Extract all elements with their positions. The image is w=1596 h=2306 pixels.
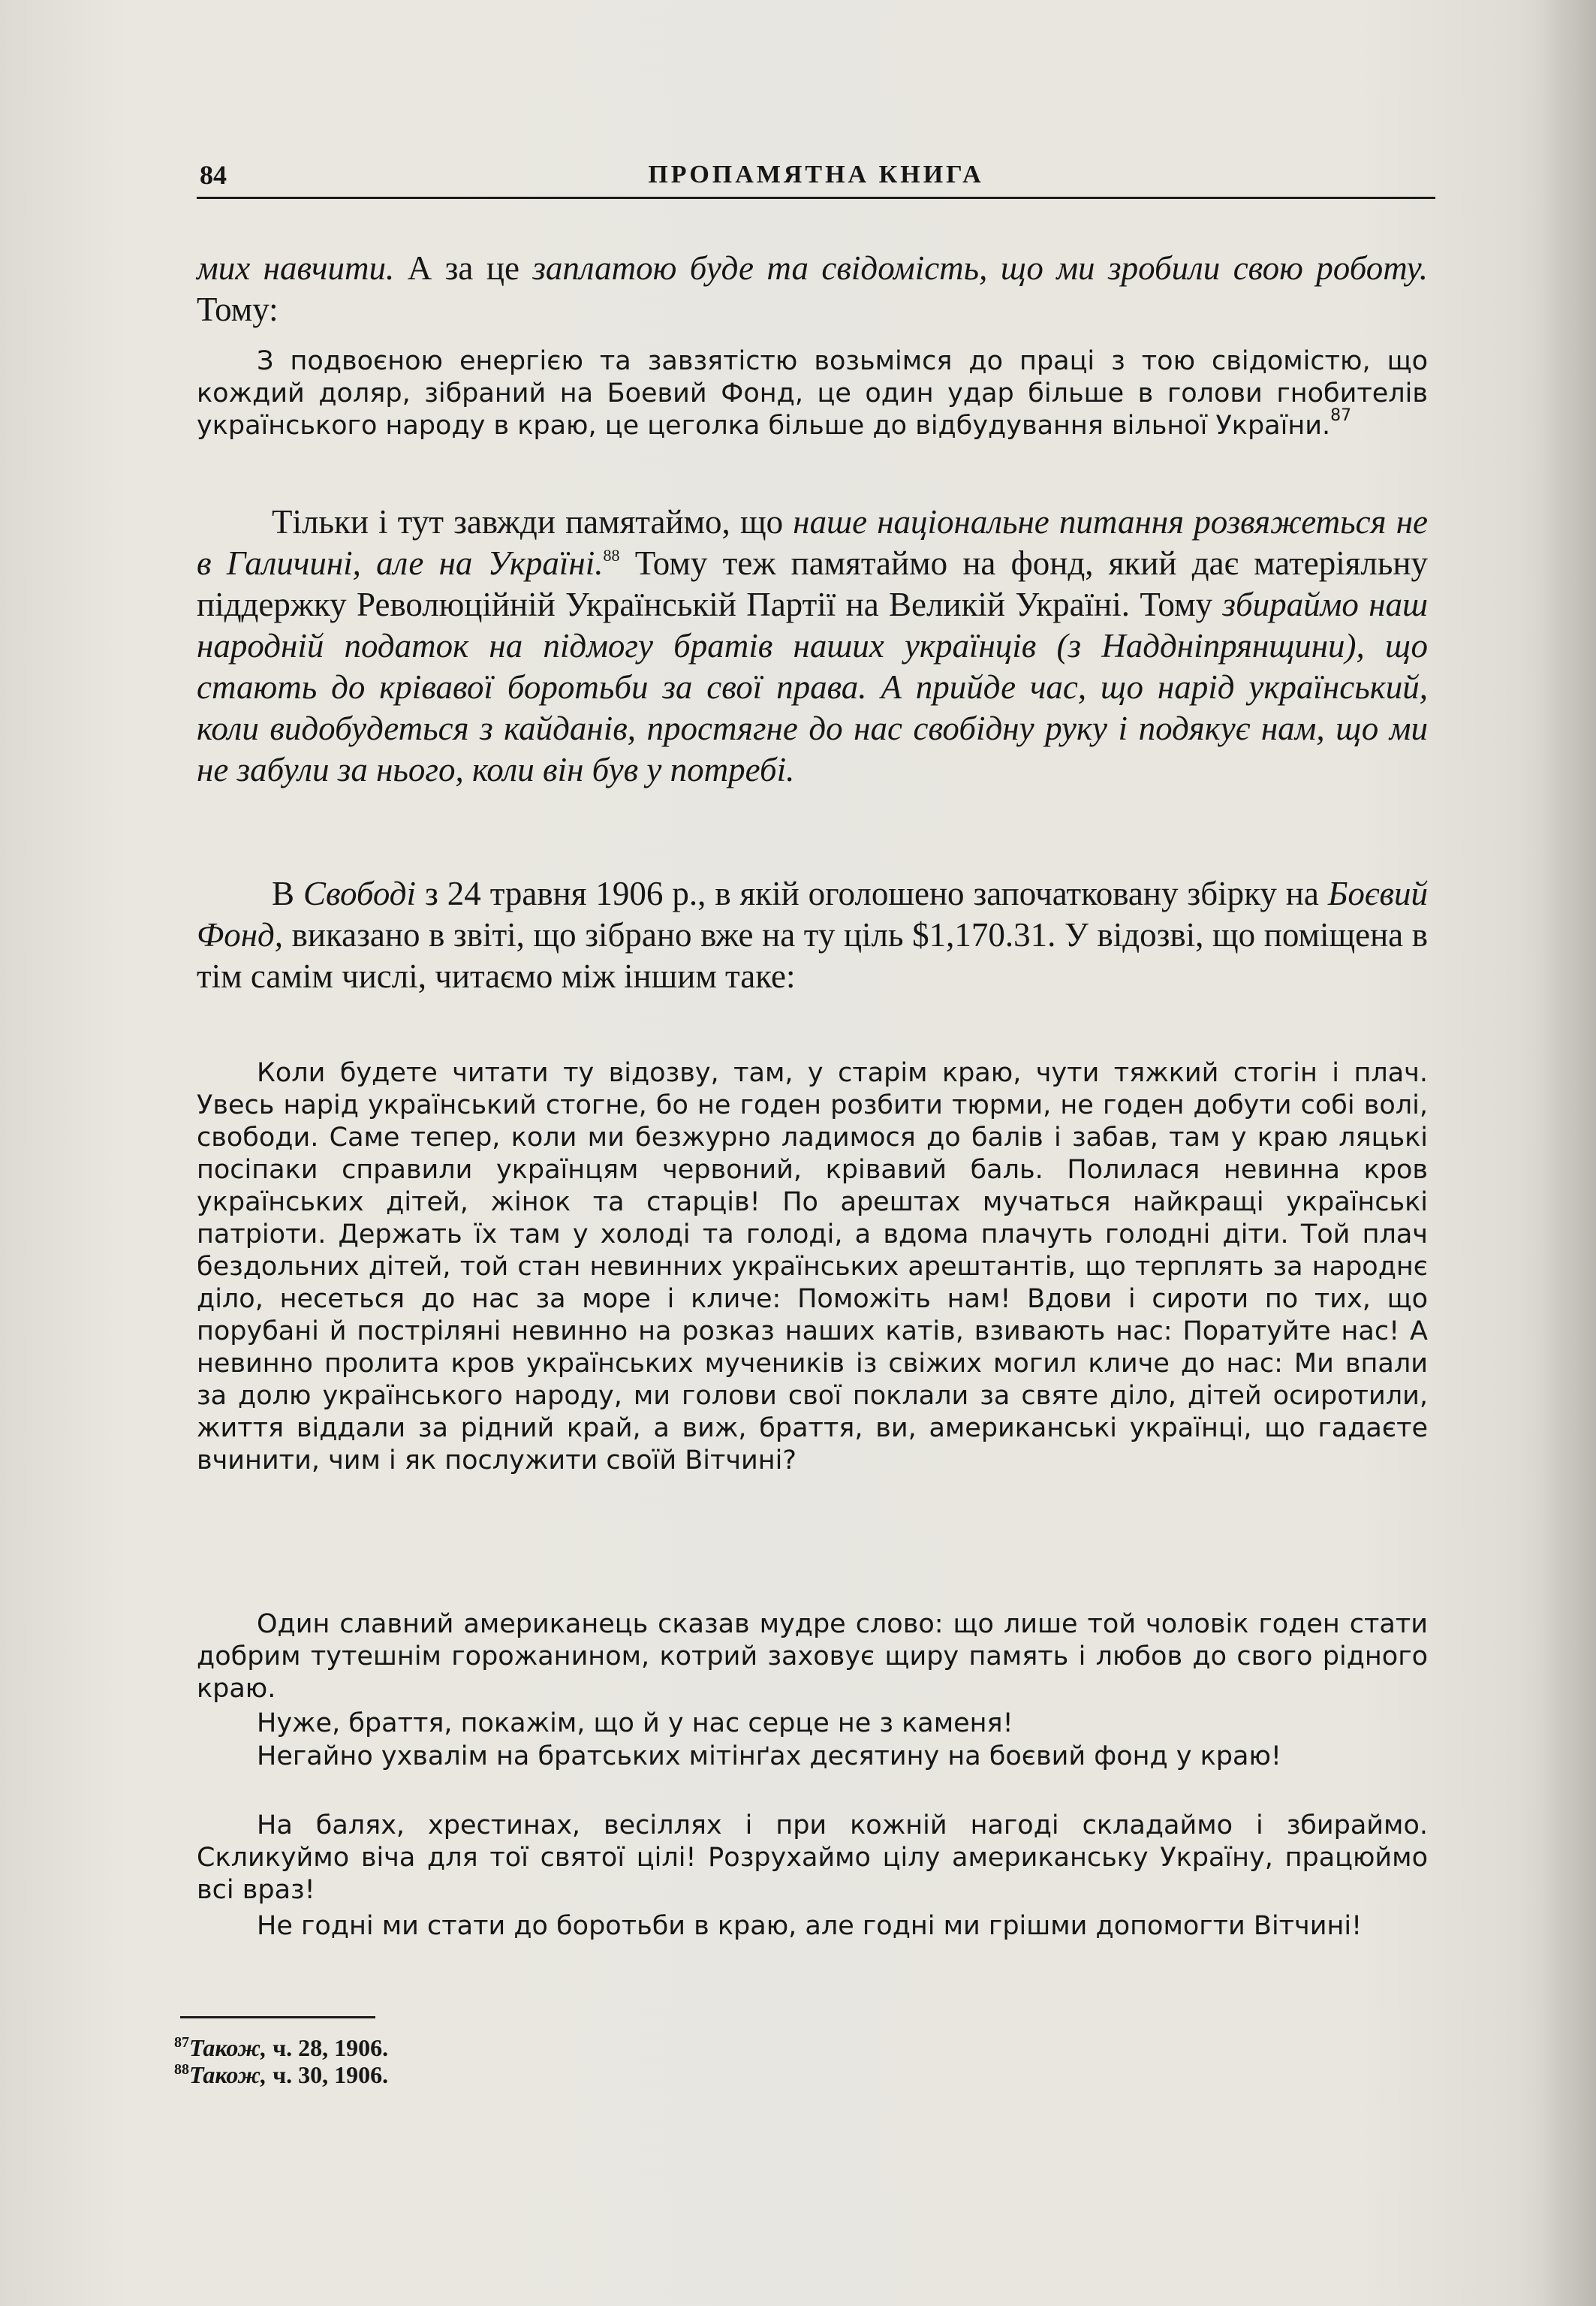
appeal-paragraph-1: Коли будете читати ту відозву, там, у старім краю, чути тяжкий стогін і плач. Увесь нарід український стогне, бо не годен розбити тюрми, не годен добути собі волі, свободи. Саме тепер, коли ми безжурно ладимося до балів і забав, там у краю ляцькі посіпаки справили українцям червоний, крівавий баль. Полилася невинна кров українських дітей, жінок та старців! По арештах мучаться найкращі українські патріоти. Держать їх там у холоді та голоді, а вдома плачуть голодні діти. Той плач бездольних дітей, той стан невинних українських арештантів, що терплять за народнє діло, несеться до нас за море і кличе: Поможіть нам! Вдови і сироти по тих, що порубані й постріляні невинно на розказ наших катів, взивають нас: Поратуйте нас! А невинно пролита кров українських мучеників із свіжих могил кличе до нас: Ми впали за долю українського народу, ми голови свої поклали за святе діло, дітей осиротили, життя віддали за рідний край, а виж, браття, ви, американські українці, що гадаєте вчинити, чим і як послужити своїй Вітчині? [197,1058,1428,1476]
footnote-87: $^{87}$Також, ч. 28, 1906. [174,2034,389,2061]
appeal-paragraph-5: На балях, хрестинах, весіллях і при кожній нагоді складаймо і збираймо. Скликуймо віча для тої святої цілі! Розрухаймо цілу американську Україну, працюймо всі враз! [197,1810,1428,1905]
appeal-paragraph-3: Нуже, браття, покажім, що й у нас серце не з каменя! [257,1708,1013,1738]
paragraph-3: В Свободі з 24 травня 1906 р., в якій оголошено започаткованy збірку на Боєвий Фонд, виказано в звіті, що зібрано вже на ту ціль $1,170.31. У відозві, що поміщена в тім самім числі, читаємо між іншим таке: [197,875,1429,995]
running-title: ПРОПАМЯТНА КНИГА [648,161,984,188]
page-number: 84 [200,160,227,190]
newspaper-name: Свободі [303,875,417,912]
block-quote-1: З подвоєною енергією та завзятістю возьмімся до праці з тою свідомістю, що кождий доляр, зібраний на Боевий Фонд, це один удар більше в голови гнобителів українського народу в краю, це цеголка більше до відбудування вільної України.$^{87}$ [197,346,1428,441]
footnote-ref-87: 87 [1330,406,1352,425]
footnote-rule [180,2016,375,2018]
paragraph-2: Тільки і тут завжди памятаймо, що наше національне питання розвяжеться не в Галичині, але на Україні.$^{88}$ Тому теж памятаймо на фонд, який дає матеріяльну піддержку Революційній Українській Партії на Великій Україні. Тому збираймо наш народній податок на підмогу братів наших українців (з Наддніпрянщини), що стають до крівавої боротьби за свої права. А прийде час, що нарід український, коли видобудеться з кайданів, простягне до нас свобідну руку і подякує нам, що ми не забули за нього, коли він був у потребі. [197,503,1428,788]
page-edge-shadow [1543,0,1596,2306]
appeal-paragraph-4: Негайно ухвалім на братських мітінґах десятину на боєвий фонд у краю! [257,1741,1281,1771]
italic-fragment: наше національне питання розвяжеться не в Галичині, але на Україні. [197,503,1428,582]
footnote-ref-88: 88 [603,546,620,565]
italic-fragment: збираймо наш народній податок на підмогу братів наших українців (з Наддніпрянщини), що стають до крівавої боротьби за свої права. А прийде час, що нарід український, коли видобудеться з кайданів, простягне до нас свобідну руку і подякує нам, що ми не забули за нього, коли він був у потребі. [197,586,1428,788]
paragraph-continuation: мих навчити. А за це заплатою буде та свідомість, що ми зробили свою роботу. Тому: [197,249,1428,328]
appeal-paragraph-2: Один славний американець сказав мудре слово: що лише той чоловік годен стати добрим тутешнім горожанином, котрий заховує щиру память і любов до свого рідного краю. [197,1609,1428,1704]
running-header [197,149,1435,199]
italic-fragment: заплатою буде та свідомість, що ми зробили свою роботу. [532,249,1428,287]
fund-name: Боєвий Фонд, [197,875,1429,954]
italic-fragment: мих навчити. [197,249,395,287]
appeal-paragraph-6: Не годні ми стати до боротьби в краю, але годні ми грішми допомогти Вітчині! [257,1911,1363,1941]
footnote-88: $^{88}$Також, ч. 30, 1906. [174,2061,389,2088]
